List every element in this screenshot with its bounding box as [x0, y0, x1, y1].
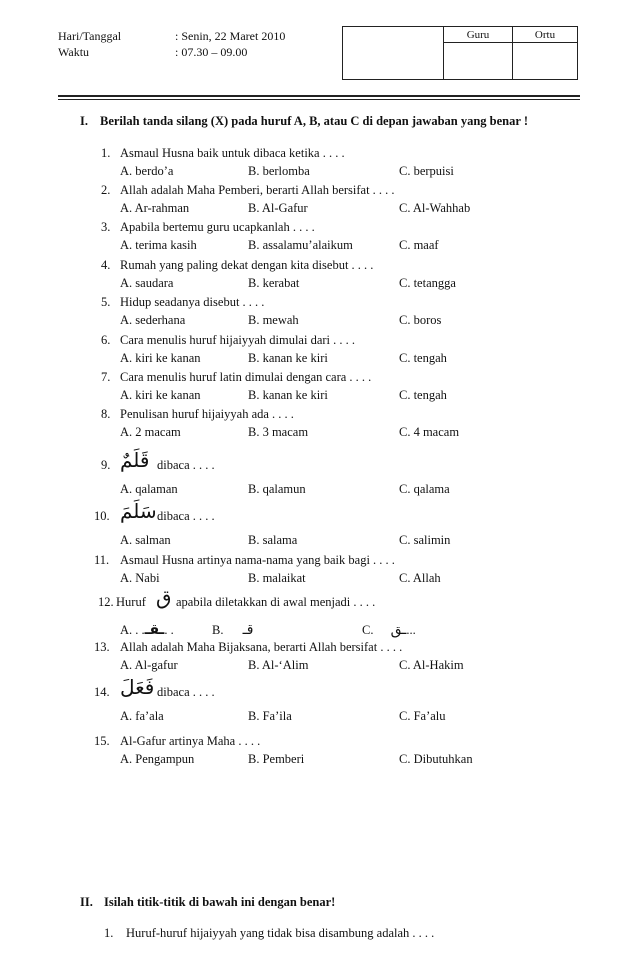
q13-option-b: B. Al-‘Alim [248, 658, 309, 672]
q11-text: Asmaul Husna artinya nama-nama yang baik bagi . . . . [120, 553, 395, 567]
q7-number: 7. [101, 370, 111, 384]
q8-option-a: A. 2 macam [120, 425, 181, 439]
q10-arabic: سَلَمَ [120, 499, 157, 523]
q11-number: 11. [94, 553, 110, 567]
q13-text: Allah adalah Maha Bijaksana, berarti Allah bersifat . . . . [120, 640, 403, 654]
q12-b-prefix: B. [212, 623, 224, 637]
time-label: Waktu [58, 45, 90, 59]
guru-header: Guru [444, 27, 513, 43]
header-divider-thin [58, 99, 580, 100]
q9-option-b: B. qalamun [248, 482, 306, 496]
q15-option-a: A. Pengampun [120, 752, 195, 766]
q15-option-b: B. Pemberi [248, 752, 305, 766]
q12-a-suffix: . . [164, 623, 174, 637]
q7-text: Cara menulis huruf latin dimulai dengan cara . . . . [120, 370, 372, 384]
guru-signature-cell [444, 43, 513, 80]
q5-option-c: C. boros [399, 313, 442, 327]
q10-option-a: A. salman [120, 533, 171, 547]
q14-option-c: C. Fa’alu [399, 709, 446, 723]
q8-text: Penulisan huruf hijaiyyah ada . . . . [120, 407, 294, 421]
q10-option-b: B. salama [248, 533, 298, 547]
q4-text: Rumah yang paling dekat dengan kita disebut . . . . [120, 258, 374, 272]
q4-option-b: B. kerabat [248, 276, 300, 290]
q6-option-b: B. kanan ke kiri [248, 351, 328, 365]
q14-option-a: A. fa’ala [120, 709, 164, 723]
q7-option-b: B. kanan ke kiri [248, 388, 328, 402]
q2-text: Allah adalah Maha Pemberi, berarti Allah bersifat . . . . [120, 183, 395, 197]
q5-option-b: B. mewah [248, 313, 299, 327]
q2-number: 2. [101, 183, 111, 197]
q1-text: Asmaul Husna baik untuk dibaca ketika . . . . [120, 146, 345, 160]
q1-number: 1. [101, 146, 111, 160]
q5-number: 5. [101, 295, 111, 309]
q6-option-a: A. kiri ke kanan [120, 351, 201, 365]
q10-text: dibaca . . . . [157, 509, 215, 523]
q11-option-b: B. malaikat [248, 571, 306, 585]
q15-option-c: C. Dibutuhkan [399, 752, 473, 766]
q12-option-a [120, 622, 174, 638]
q13-number: 13. [94, 640, 110, 654]
q6-text: Cara menulis huruf hijaiyyah dimulai dari . . . . [120, 333, 356, 347]
q8-number: 8. [101, 407, 111, 421]
q9-option-a: A. qalaman [120, 482, 178, 496]
signature-blank-cell [343, 27, 444, 80]
section2-roman: II. [80, 895, 93, 909]
q9-number: 9. [101, 458, 111, 472]
date-value: : Senin, 22 Maret 2010 [175, 29, 286, 43]
q1-option-c: C. berpuisi [399, 164, 454, 178]
q12-a-arabic: ـقـ [144, 622, 165, 638]
q10-option-c: C. salimin [399, 533, 451, 547]
q14-arabic: فَعَلَ [120, 675, 155, 699]
q14-option-b: B. Fa’ila [248, 709, 292, 723]
date-label: Hari/Tanggal [58, 29, 122, 43]
q12-text: apabila diletakkan di awal menjadi . . . . [176, 595, 376, 609]
q9-text: dibaca . . . . [157, 458, 215, 472]
q4-option-a: A. saudara [120, 276, 174, 290]
q2-option-b: B. Al-Gafur [248, 201, 308, 215]
q5-text: Hidup seadanya disebut . . . . [120, 295, 265, 309]
q15-number: 15. [94, 734, 110, 748]
q2-option-a: A. Ar-rahman [120, 201, 190, 215]
q3-number: 3. [101, 220, 111, 234]
q12-c-arabic: ـق [390, 622, 407, 638]
q9-option-c: C. qalama [399, 482, 450, 496]
q3-option-b: B. assalamu’alaikum [248, 238, 353, 252]
q11-option-a: A. Nabi [120, 571, 160, 585]
q12-a-prefix: A. . . [120, 623, 145, 637]
q14-text: dibaca . . . . [157, 685, 215, 699]
ortu-signature-cell [513, 43, 578, 80]
q13-option-c: C. Al-Hakim [399, 658, 464, 672]
signature-box [342, 26, 578, 80]
q12-option-c [362, 622, 416, 638]
q8-option-b: B. 3 macam [248, 425, 309, 439]
q8-option-c: C. 4 macam [399, 425, 460, 439]
q3-option-c: C. maaf [399, 238, 439, 252]
q6-option-c: C. tengah [399, 351, 447, 365]
q12-prefix: Huruf [116, 595, 146, 609]
ortu-header: Ortu [513, 27, 578, 43]
q15-text: Al-Gafur artinya Maha . . . . [120, 734, 261, 748]
section2-q1-text: Huruf-huruf hijaiyyah yang tidak bisa disambung adalah . . . . [126, 926, 435, 940]
q11-option-c: C. Allah [399, 571, 441, 585]
section2-instruction: Isilah titik-titik di bawah ini dengan benar! [104, 895, 336, 909]
q12-c-suffix: ... [406, 623, 416, 637]
q12-c-prefix: C. [362, 623, 374, 637]
q1-option-b: B. berlomba [248, 164, 310, 178]
q12-option-b [212, 622, 253, 638]
q3-option-a: A. terima kasih [120, 238, 197, 252]
q4-option-c: C. tetangga [399, 276, 456, 290]
section2-q1-number: 1. [104, 926, 114, 940]
q1-option-a: A. berdo’a [120, 164, 174, 178]
q6-number: 6. [101, 333, 111, 347]
q10-number: 10. [94, 509, 110, 523]
q14-number: 14. [94, 685, 110, 699]
q2-option-c: C. Al-Wahhab [399, 201, 471, 215]
q13-option-a: A. Al-gafur [120, 658, 178, 672]
header-divider [58, 95, 580, 97]
q4-number: 4. [101, 258, 111, 272]
q5-option-a: A. sederhana [120, 313, 186, 327]
q12-b-arabic: قـ [242, 622, 254, 638]
q12-arabic: ق [156, 585, 172, 609]
q9-arabic: قَلَمٌ [120, 448, 150, 472]
q7-option-c: C. tengah [399, 388, 447, 402]
time-value: : 07.30 – 09.00 [175, 45, 248, 59]
section1-instruction: Berilah tanda silang (X) pada huruf A, B, atau C di depan jawaban yang benar ! [100, 114, 528, 128]
q7-option-a: A. kiri ke kanan [120, 388, 201, 402]
section1-roman: I. [80, 114, 88, 128]
q12-number: 12. [98, 595, 114, 609]
q3-text: Apabila bertemu guru ucapkanlah . . . . [120, 220, 315, 234]
